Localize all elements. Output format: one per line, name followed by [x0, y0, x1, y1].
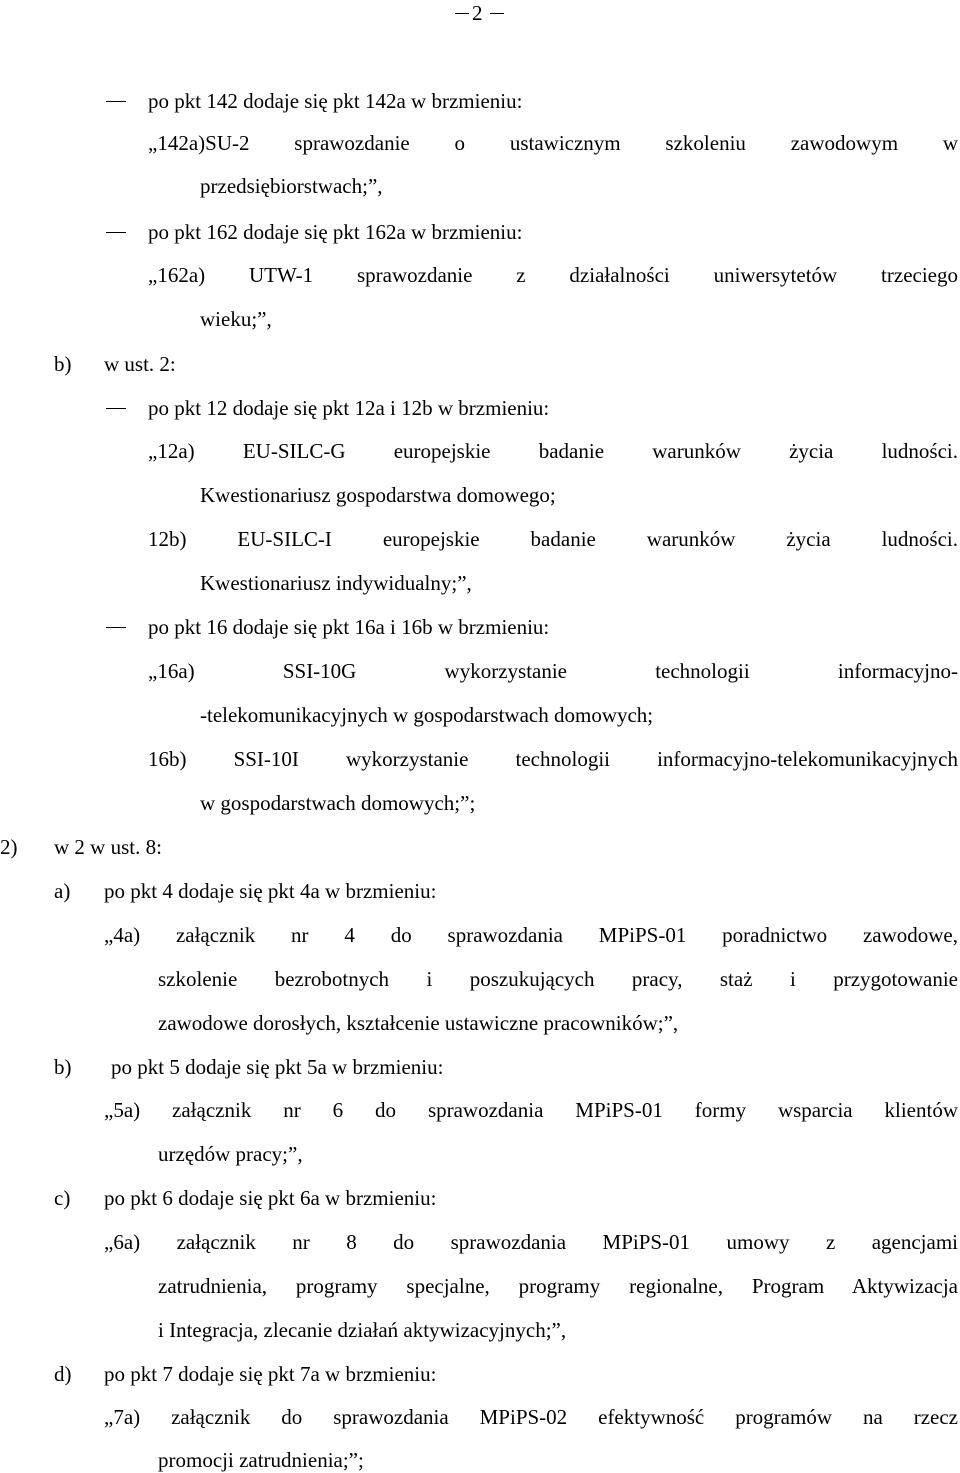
text-line: po pkt 5 dodaje się pkt 5a w brzmieniu: [111, 1055, 444, 1079]
text-line: po pkt 4 dodaje się pkt 4a w brzmieniu: [104, 879, 437, 903]
text-line: po pkt 16 dodaje się pkt 16a i 16b w brzmieniu: [148, 615, 550, 639]
text-line: i Integracja, zlecanie działań aktywizacyjnych;”, [158, 1318, 567, 1342]
list-marker: b) [54, 352, 72, 376]
text-line: „12a) EU-SILC-G europejskie badanie warunków życia ludności. [148, 439, 958, 463]
list-dash [106, 232, 126, 233]
text-line: „5a) załącznik nr 6 do sprawozdania MPiPS-01 formy wsparcia klientów [104, 1098, 958, 1122]
list-dash [106, 627, 126, 628]
text-line: urzędów pracy;”, [158, 1142, 303, 1166]
text-line: przedsiębiorstwach;”, [200, 174, 383, 198]
text-line: po pkt 7 dodaje się pkt 7a w brzmieniu: [104, 1362, 437, 1386]
header-dash-right [490, 13, 504, 14]
text-line: Kwestionariusz indywidualny;”, [200, 571, 472, 595]
text-line: zawodowe dorosłych, kształcenie ustawiczne pracowników;”, [158, 1011, 679, 1035]
text-line: po pkt 162 dodaje się pkt 162a w brzmieniu: [148, 220, 523, 244]
text-line: „142a)SU-2 sprawozdanie o ustawicznym szkoleniu zawodowym w [148, 131, 958, 155]
text-line: zatrudnienia, programy specjalne, programy regionalne, Program Aktywizacja [158, 1274, 958, 1298]
text-line: -telekomunikacyjnych w gospodarstwach domowych; [200, 703, 654, 727]
text-line: wieku;”, [200, 307, 272, 331]
list-marker: a) [54, 879, 71, 903]
text-line: 16b) SSI-10I wykorzystanie technologii informacyjno-telekomunikacyjnych [148, 747, 958, 771]
list-marker: d) [54, 1362, 72, 1386]
header-dash-left [455, 13, 469, 14]
list-marker: c) [54, 1186, 71, 1210]
text-line: po pkt 6 dodaje się pkt 6a w brzmieniu: [104, 1186, 437, 1210]
text-line: „162a) UTW-1 sprawozdanie z działalności uniwersytetów trzeciego [148, 263, 958, 287]
text-line: w gospodarstwach domowych;”; [200, 791, 476, 815]
text-line: w 2 w ust. 8: [54, 835, 162, 859]
text-line: „16a) SSI-10G wykorzystanie technologii informacyjno- [148, 659, 958, 683]
text-line: 12b) EU-SILC-I europejskie badanie warunków życia ludności. [148, 527, 958, 551]
page-number: 2 [472, 1, 483, 25]
text-line: po pkt 12 dodaje się pkt 12a i 12b w brzmieniu: [148, 396, 550, 420]
text-line: Kwestionariusz gospodarstwa domowego; [200, 483, 556, 507]
list-marker: 2) [0, 835, 18, 859]
text-line: „4a) załącznik nr 4 do sprawozdania MPiPS-01 poradnictwo zawodowe, [104, 923, 958, 947]
text-line: w ust. 2: [104, 352, 176, 376]
list-dash [106, 101, 126, 102]
list-marker: b) [54, 1055, 72, 1079]
text-line: po pkt 142 dodaje się pkt 142a w brzmieniu: [148, 89, 523, 113]
text-line: szkolenie bezrobotnych i poszukujących pracy, staż i przygotowanie [158, 967, 958, 991]
list-dash [106, 408, 126, 409]
text-line: „6a) załącznik nr 8 do sprawozdania MPiPS-01 umowy z agencjami [104, 1230, 958, 1254]
text-line: „7a) załącznik do sprawozdania MPiPS-02 efektywność programów na rzecz [104, 1405, 958, 1429]
text-line: promocji zatrudnienia;”; [158, 1448, 364, 1472]
